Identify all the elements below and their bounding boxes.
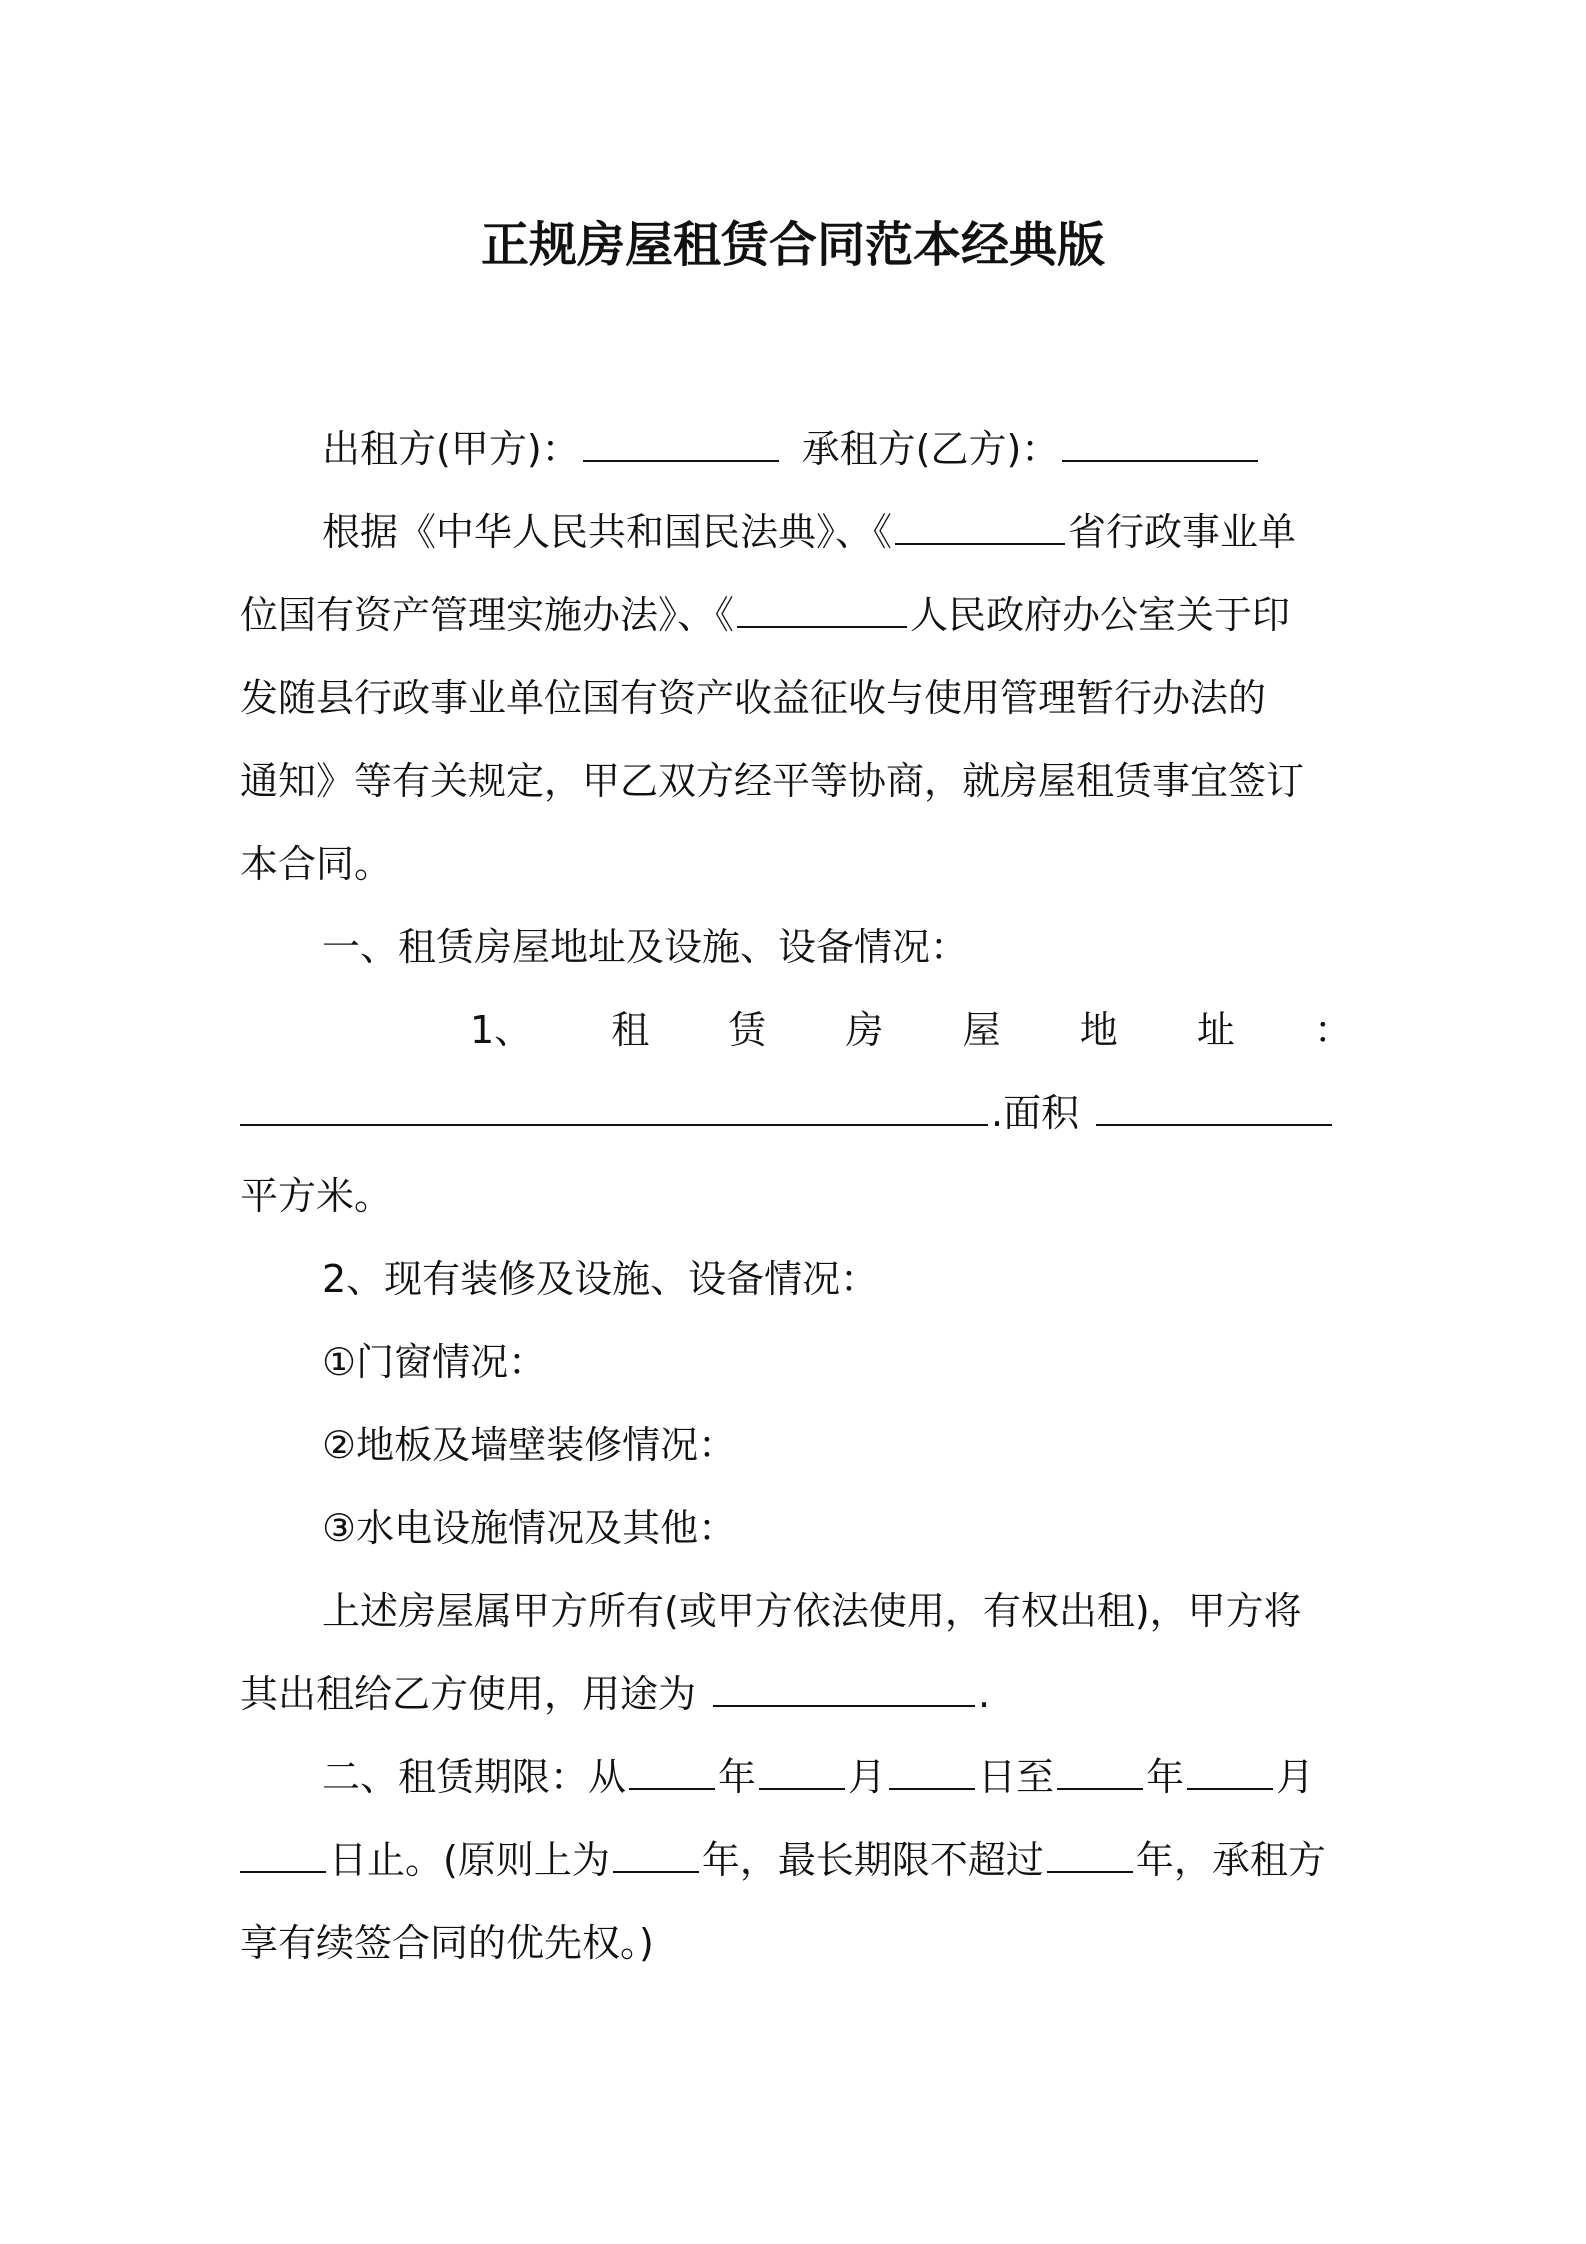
term-note: 年，最长期限不超过 (701, 1838, 1044, 1882)
document-title: 正规房屋租赁合同范本经典版 (480, 217, 1105, 273)
max-years-blank[interactable] (1047, 1863, 1133, 1873)
address-blank[interactable] (240, 1116, 988, 1126)
address-char: 址 (1196, 1008, 1235, 1052)
contract-body (240, 408, 1352, 1985)
term-note: (原则上为 (443, 1838, 610, 1882)
address-char: 房 (845, 1008, 884, 1052)
term-note: 年，承租方 (1135, 1838, 1326, 1882)
lessee-label: 承租方(乙方)： (801, 427, 1060, 471)
floor-walls-item: ②地板及墙壁装修情况： (322, 1423, 737, 1467)
end-month-blank[interactable] (1187, 1780, 1273, 1790)
year-label: 年 (1146, 1755, 1185, 1799)
section-2-heading (240, 1736, 1352, 1819)
section-1-heading: 一、租赁房屋地址及设施、设备情况： (322, 925, 969, 969)
ownership-line-2 (240, 1653, 1352, 1736)
area-unit: 平方米。 (240, 1174, 393, 1218)
month-label: 月 (848, 1755, 887, 1799)
preamble-line-2 (240, 574, 1352, 657)
lessee-blank[interactable] (1062, 452, 1258, 462)
address-char: 1、 (470, 1008, 533, 1052)
fixtures-item: 2、现有装修及设施、设备情况： (322, 1257, 879, 1301)
year-label: 年 (718, 1755, 757, 1799)
preamble-text: 人民政府办公室关于印 (910, 593, 1291, 637)
address-char: ： (1313, 1008, 1352, 1052)
province-blank[interactable] (895, 535, 1065, 545)
address-area-line (240, 1072, 1352, 1155)
end-day-blank[interactable] (240, 1863, 326, 1873)
term-label: 二、租赁期限：从 (322, 1755, 627, 1799)
area-label: .面积 (991, 1091, 1080, 1135)
address-char: 租 (611, 1008, 650, 1052)
start-year-blank[interactable] (629, 1780, 715, 1790)
utilities-item: ③水电设施情况及其他： (322, 1506, 737, 1550)
preamble-line-4: 通知》等有关规定，甲乙双方经平等协商，就房屋租赁事宜签订 (240, 759, 1305, 803)
standard-years-blank[interactable] (613, 1863, 699, 1873)
term-line-2 (240, 1819, 1352, 1902)
preamble-line-5: 本合同。 (240, 842, 393, 886)
start-month-blank[interactable] (759, 1780, 845, 1790)
term-line-3: 享有续签合同的优先权。) (240, 1921, 654, 1965)
end-year-blank[interactable] (1057, 1780, 1143, 1790)
day-label: 日 (978, 1755, 1017, 1799)
start-day-blank[interactable] (889, 1780, 975, 1790)
area-blank[interactable] (1096, 1116, 1332, 1126)
lessor-label: 出租方(甲方)： (322, 427, 580, 471)
preamble-line-1 (240, 491, 1352, 574)
preamble-line-3: 发随县行政事业单位国有资产收益征收与使用管理暂行办法的 (240, 676, 1267, 720)
preamble-text: 位国有资产管理实施办法》、《 (240, 593, 735, 637)
ownership-line-1: 上述房屋属甲方所有(或甲方依法使用，有权出租)，甲方将 (322, 1589, 1302, 1633)
usage-period: . (978, 1672, 991, 1716)
month-label: 月 (1276, 1755, 1315, 1799)
preamble-text: 根据《中华人民共和国民法典》、《 (322, 510, 893, 554)
until-label: 日止。 (329, 1838, 444, 1882)
doors-windows-item: ①门窗情况： (322, 1340, 547, 1384)
address-item (240, 989, 1352, 1072)
address-char: 赁 (728, 1008, 767, 1052)
address-char: 屋 (962, 1008, 1001, 1052)
address-char: 地 (1079, 1008, 1118, 1052)
government-blank[interactable] (737, 618, 907, 628)
usage-label: 其出租给乙方使用，用途为 (240, 1672, 697, 1716)
usage-blank[interactable] (713, 1697, 975, 1707)
to-label: 至 (1016, 1755, 1055, 1799)
lessor-blank[interactable] (583, 452, 779, 462)
preamble-text: 省行政事业单 (1068, 510, 1297, 554)
parties-line (240, 408, 1352, 491)
